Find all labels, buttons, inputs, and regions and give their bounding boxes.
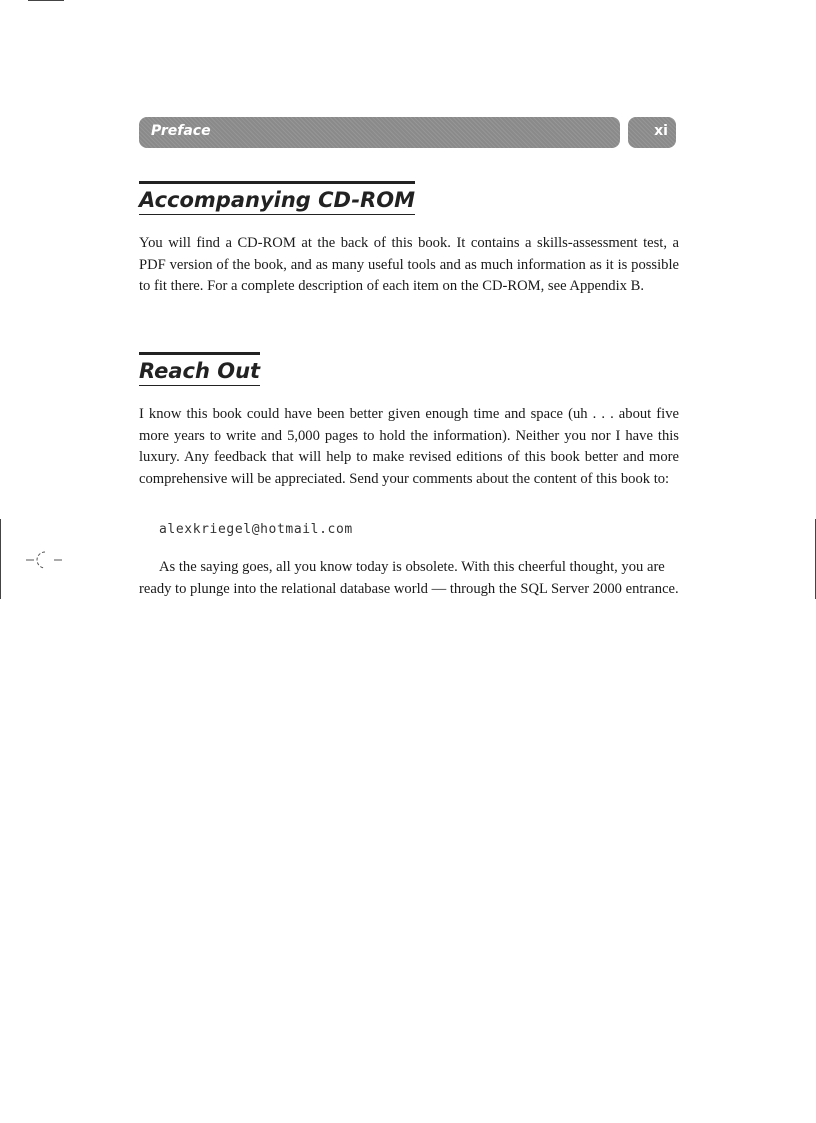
section-paragraph-reach-out: I know this book could have been better given enough time and space (uh . . . about five more years to write and 5,000 pages to hold the information). Neither you nor I have this luxury. Any feedback that will help to make revised editions of this book better and more comprehensive will be appreciated. Send your comments about the content of this book to: xyxy=(139,406,679,487)
running-head-bar xyxy=(139,117,620,148)
page-number: xi xyxy=(654,123,668,139)
running-head-title: Preface xyxy=(151,123,211,139)
section-paragraph-cd-rom: You will find a CD-ROM at the back of this book. It contains a skills-assessment test, a PDF version of the book, and as many useful tools and as much information as it is possible to fit there. For a complete description of each item on the CD-ROM, see Appendix B. xyxy=(139,235,679,294)
crop-mark-top-left xyxy=(28,0,64,1)
registration-mark-icon xyxy=(26,549,66,571)
author-email: alexkriegel@hotmail.com xyxy=(159,522,353,537)
page-number-box xyxy=(628,117,676,148)
crop-mark-left-upper xyxy=(0,519,1,599)
closing-paragraph: As the saying goes, all you know today is obsolete. With this cheerful thought, you are ready to plunge into the relational database world — through the SQL Server 2000 entrance. xyxy=(139,559,679,597)
section-heading-cd-rom: Accompanying CD-ROM xyxy=(139,181,415,215)
section-heading-reach-out: Reach Out xyxy=(139,352,260,386)
